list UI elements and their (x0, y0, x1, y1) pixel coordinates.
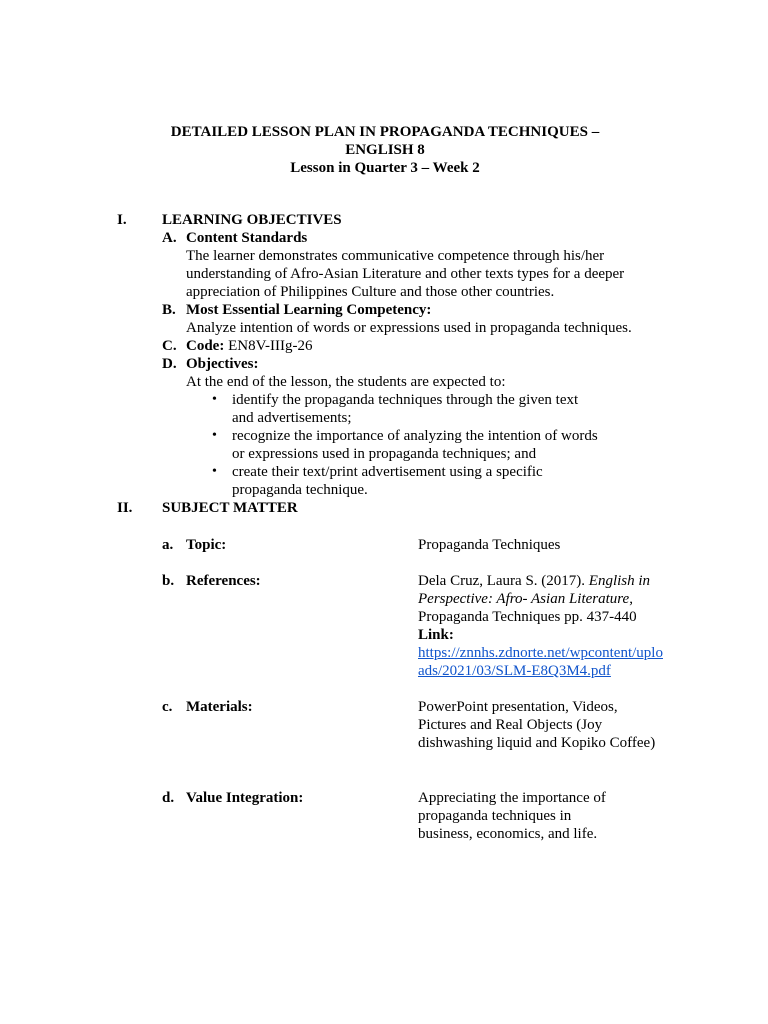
references-book-title-cont: Perspective: Afro- Asian Literature (418, 591, 630, 607)
title-line-3: Lesson in Quarter 3 – Week 2 (290, 160, 480, 176)
value-integration-line: propaganda techniques in (418, 808, 572, 824)
references-author: Dela Cruz, Laura S. (2017). (418, 573, 589, 589)
references-line (418, 590, 633, 608)
topic-label: Topic: (186, 537, 227, 553)
materials-line: dishwashing liquid and Kopiko Coffee) (418, 735, 656, 751)
document-title (150, 123, 620, 177)
references-line: Propaganda Techniques pp. 437-440 (418, 609, 637, 625)
title-line-1: DETAILED LESSON PLAN IN PROPAGANDA TECHNIQUES – (170, 124, 600, 140)
item-c-letter: C. (162, 338, 177, 354)
objectives-label: Objectives: (186, 356, 259, 372)
content-standards-text-line: understanding of Afro-Asian Literature and other texts types for a deeper (186, 266, 625, 282)
references-letter: b. (162, 573, 175, 589)
references-book-title: English in (588, 573, 651, 589)
value-integration-line: Appreciating the importance of (418, 790, 606, 806)
objective-line: and advertisements; (232, 410, 352, 426)
topic-value: Propaganda Techniques (418, 537, 561, 553)
value-integration-line: business, economics, and life. (418, 826, 598, 842)
content-standards-text-line: The learner demonstrates communicative competence through his/her (186, 248, 605, 264)
materials-label: Materials: (186, 699, 253, 715)
topic-letter: a. (162, 537, 174, 553)
code-line (186, 337, 313, 355)
section-2-heading: SUBJECT MATTER (162, 500, 298, 516)
materials-line: PowerPoint presentation, Videos, (418, 699, 618, 715)
item-d-letter: D. (162, 356, 177, 372)
references-comma: , (629, 591, 633, 607)
section-2-numeral: II. (117, 500, 133, 516)
objectives-intro: At the end of the lesson, the students are expected to: (186, 374, 506, 390)
content-standards-label: Content Standards (186, 230, 308, 246)
section-1-heading: LEARNING OBJECTIVES (162, 212, 342, 228)
title-line-2: ENGLISH 8 (345, 142, 425, 158)
objective-line: identify the propaganda techniques through the given text (232, 392, 579, 408)
section-1-numeral: I. (117, 212, 127, 228)
bullet-icon: • (212, 464, 217, 479)
item-b-letter: B. (162, 302, 176, 318)
objective-line: create their text/print advertisement using a specific (232, 464, 543, 480)
code-label: Code: (186, 338, 225, 354)
bullet-icon: • (212, 428, 217, 443)
materials-line: Pictures and Real Objects (Joy (418, 717, 603, 733)
competency-text: Analyze intention of words or expressions used in propaganda techniques. (186, 320, 632, 336)
content-standards-text-line: appreciation of Philippines Culture and those other countries. (186, 284, 555, 300)
references-line (418, 572, 650, 590)
reference-link[interactable]: https://znnhs.zdnorte.net/wpcontent/uplo (418, 645, 663, 661)
value-integration-letter: d. (162, 790, 175, 806)
objective-line: or expressions used in propaganda techniques; and (232, 446, 537, 462)
references-label: References: (186, 573, 261, 589)
code-value: EN8V-IIIg-26 (224, 338, 313, 354)
link-label: Link: (418, 627, 454, 643)
value-integration-label: Value Integration: (186, 790, 304, 806)
objective-line: propaganda technique. (232, 482, 368, 498)
objective-line: recognize the importance of analyzing the intention of words (232, 428, 598, 444)
reference-link-cont[interactable]: ads/2021/03/SLM-E8Q3M4.pdf (418, 663, 611, 679)
item-a-letter: A. (162, 230, 177, 246)
materials-letter: c. (162, 699, 173, 715)
competency-label: Most Essential Learning Competency: (186, 302, 432, 318)
bullet-icon: • (212, 392, 217, 407)
